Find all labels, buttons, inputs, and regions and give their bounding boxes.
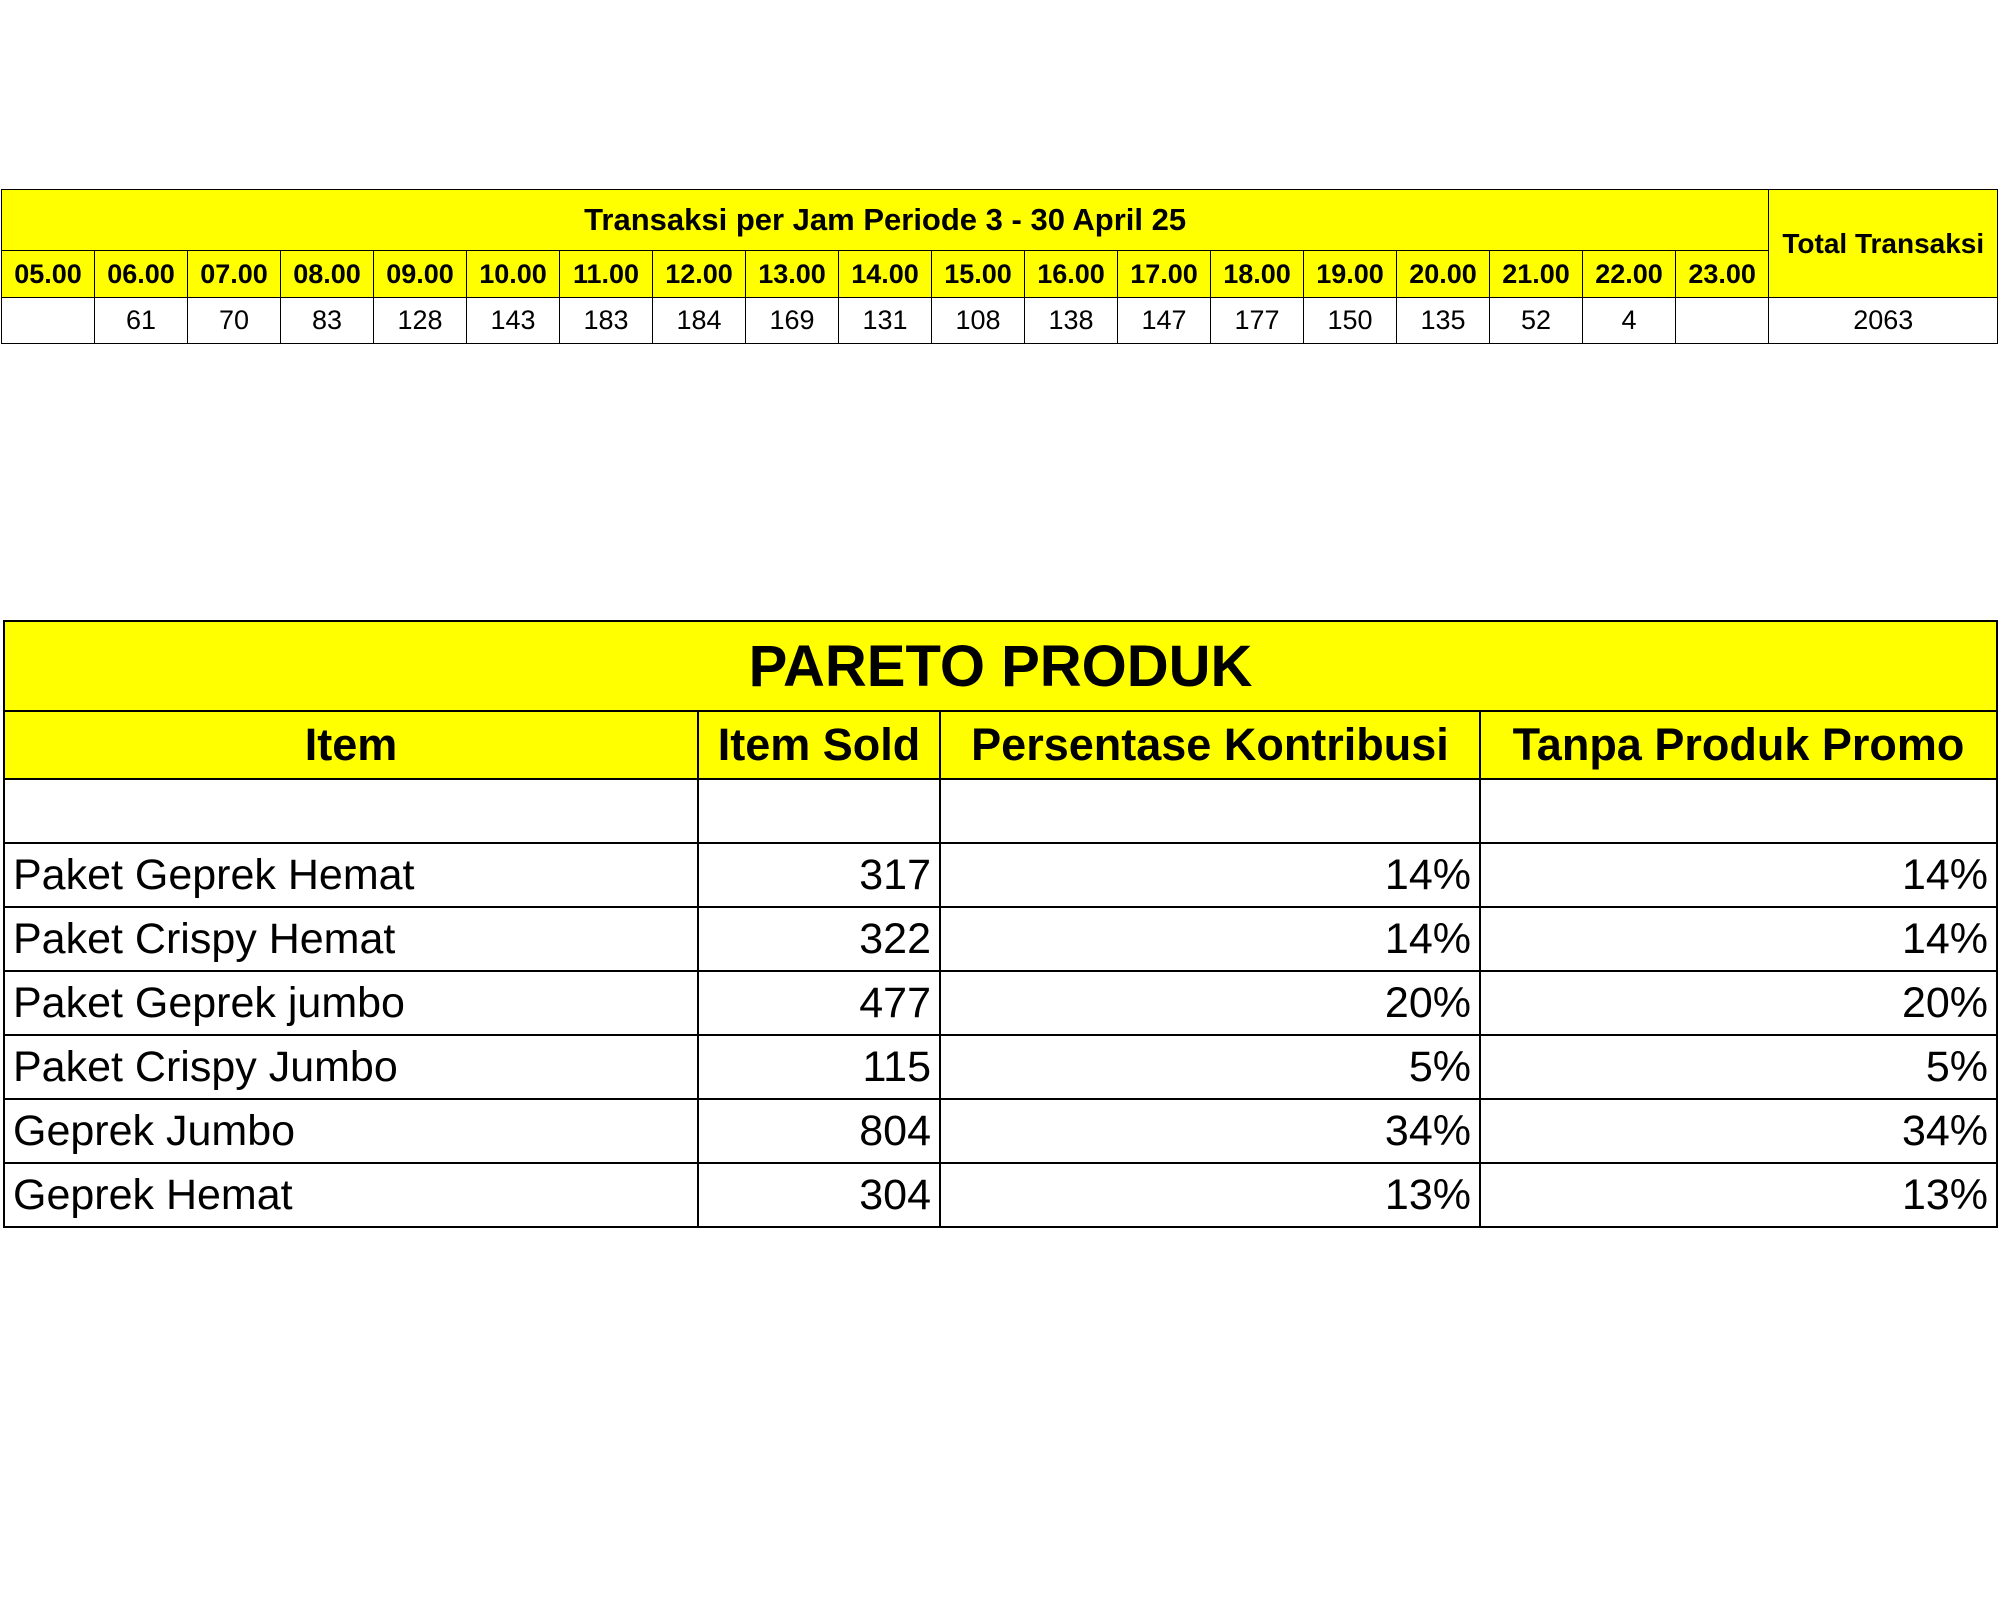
- hour-header-cell: 12.00: [653, 251, 746, 298]
- pareto-header-row: [4, 711, 1997, 779]
- hour-header-cell: 19.00: [1304, 251, 1397, 298]
- total-transactions-header: Total Transaksi: [1769, 190, 1998, 298]
- hour-header-cell: 05.00: [2, 251, 95, 298]
- pareto-product-table: [3, 620, 1998, 1228]
- hour-header-cell: 22.00: [1583, 251, 1676, 298]
- without-promo-cell: 14%: [1480, 843, 1997, 907]
- item-sold-cell: 317: [698, 843, 940, 907]
- contribution-cell: 5%: [940, 1035, 1480, 1099]
- hour-value-cell: 108: [932, 298, 1025, 344]
- hour-value-cell: [2, 298, 95, 344]
- hour-header-cell: 06.00: [95, 251, 188, 298]
- hour-value-cell: 135: [1397, 298, 1490, 344]
- hour-value-cell: 4: [1583, 298, 1676, 344]
- contribution-cell: 34%: [940, 1099, 1480, 1163]
- item-name-cell: Paket Crispy Hemat: [4, 907, 698, 971]
- without-promo-column-header: Tanpa Produk Promo: [1480, 711, 1997, 779]
- hour-value-cell: 83: [281, 298, 374, 344]
- hourly-transactions-table: [1, 189, 1998, 344]
- item-sold-cell: 477: [698, 971, 940, 1035]
- empty-cell: [1480, 779, 1997, 843]
- item-name-cell: Geprek Jumbo: [4, 1099, 698, 1163]
- contribution-column-header: Persentase Kontribusi: [940, 711, 1480, 779]
- hour-value-cell: 147: [1118, 298, 1211, 344]
- hour-value-cell: 184: [653, 298, 746, 344]
- hour-value-cell: 183: [560, 298, 653, 344]
- hour-value-cell: 52: [1490, 298, 1583, 344]
- hour-value-cell: 169: [746, 298, 839, 344]
- hour-header-cell: 17.00: [1118, 251, 1211, 298]
- without-promo-cell: 20%: [1480, 971, 1997, 1035]
- item-name-cell: Paket Crispy Jumbo: [4, 1035, 698, 1099]
- hour-header-cell: 14.00: [839, 251, 932, 298]
- hour-header-cell: 21.00: [1490, 251, 1583, 298]
- hour-header-cell: 18.00: [1211, 251, 1304, 298]
- contribution-cell: 13%: [940, 1163, 1480, 1227]
- empty-cell: [940, 779, 1480, 843]
- table-row: [4, 1035, 1997, 1099]
- hour-value-cell: 131: [839, 298, 932, 344]
- table-row: [4, 1099, 1997, 1163]
- item-column-header: Item: [4, 711, 698, 779]
- without-promo-cell: 13%: [1480, 1163, 1997, 1227]
- item-name-cell: Paket Geprek jumbo: [4, 971, 698, 1035]
- item-name-cell: Paket Geprek Hemat: [4, 843, 698, 907]
- item-sold-cell: 115: [698, 1035, 940, 1099]
- table-row: [4, 843, 1997, 907]
- item-name-cell: Geprek Hemat: [4, 1163, 698, 1227]
- table-row: [4, 907, 1997, 971]
- hour-value-cell: 61: [95, 298, 188, 344]
- hour-header-cell: 16.00: [1025, 251, 1118, 298]
- hour-header-cell: 15.00: [932, 251, 1025, 298]
- item-sold-cell: 304: [698, 1163, 940, 1227]
- hour-header-cell: 09.00: [374, 251, 467, 298]
- table-row: [4, 1163, 1997, 1227]
- pareto-body: [4, 843, 1997, 1227]
- without-promo-cell: 14%: [1480, 907, 1997, 971]
- hourly-table-title: Transaksi per Jam Periode 3 - 30 April 25: [2, 190, 1769, 251]
- hour-value-cell: 143: [467, 298, 560, 344]
- hour-header-cell: 10.00: [467, 251, 560, 298]
- hour-value-cell: 138: [1025, 298, 1118, 344]
- pareto-title: PARETO PRODUK: [4, 621, 1997, 711]
- hour-value-cell: 150: [1304, 298, 1397, 344]
- table-row: [4, 971, 1997, 1035]
- hour-value-cell: 70: [188, 298, 281, 344]
- contribution-cell: 14%: [940, 843, 1480, 907]
- hour-value-row: [2, 298, 1998, 344]
- hour-header-cell: 08.00: [281, 251, 374, 298]
- total-transactions-value: 2063: [1769, 298, 1998, 344]
- empty-cell: [4, 779, 698, 843]
- item-sold-column-header: Item Sold: [698, 711, 940, 779]
- hour-header-cell: 20.00: [1397, 251, 1490, 298]
- without-promo-cell: 34%: [1480, 1099, 1997, 1163]
- hour-header-cell: 11.00: [560, 251, 653, 298]
- contribution-cell: 20%: [940, 971, 1480, 1035]
- hour-header-row: [2, 251, 1998, 298]
- hour-value-cell: [1676, 298, 1769, 344]
- hour-value-cell: 177: [1211, 298, 1304, 344]
- item-sold-cell: 804: [698, 1099, 940, 1163]
- without-promo-cell: 5%: [1480, 1035, 1997, 1099]
- hour-header-cell: 07.00: [188, 251, 281, 298]
- hour-header-cell: 23.00: [1676, 251, 1769, 298]
- contribution-cell: 14%: [940, 907, 1480, 971]
- empty-row: [4, 779, 1997, 843]
- item-sold-cell: 322: [698, 907, 940, 971]
- hour-value-cell: 128: [374, 298, 467, 344]
- empty-cell: [698, 779, 940, 843]
- hour-header-cell: 13.00: [746, 251, 839, 298]
